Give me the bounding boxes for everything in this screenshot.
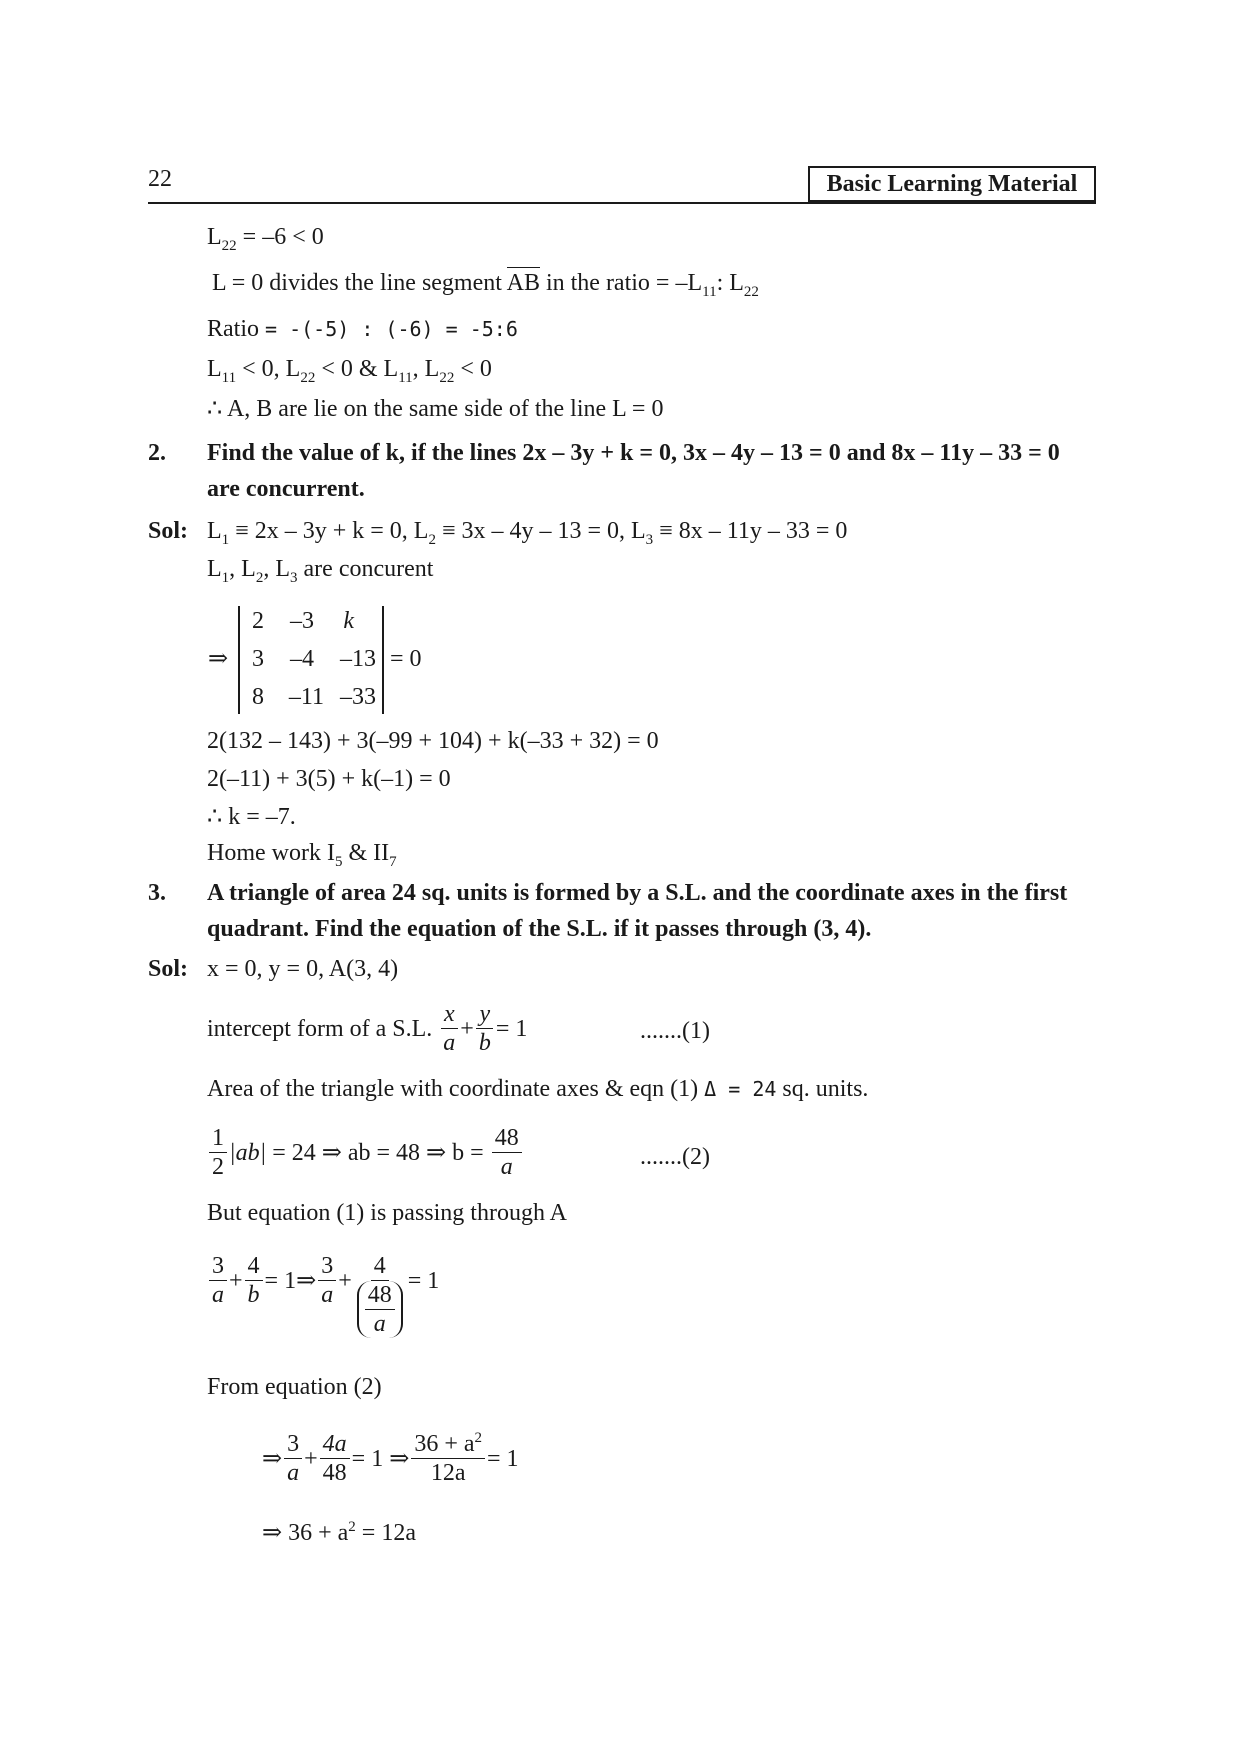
q2-text-line1: Find the value of k, if the lines 2x – 3y + k = 0, 3x – 4y – 13 = 0 and 8x – 11y – 33 = 0 bbox=[207, 440, 1060, 466]
q3-text-line1: A triangle of area 24 sq. units is formed by a S.L. and the coordinate axes in the first bbox=[207, 880, 1068, 906]
det-cell: –11 bbox=[288, 684, 324, 710]
q3-number: 3. bbox=[148, 880, 166, 906]
expansion-line2: 2(–11) + 3(5) + k(–1) = 0 bbox=[207, 766, 451, 792]
q2-concurrent-line: $L_1$, $L_2$, $L_3$ are concurent bbox=[207, 556, 434, 586]
l22-line: $L_{22} = -6 < 0$ bbox=[207, 224, 324, 254]
q2-number: 2. bbox=[148, 440, 166, 466]
fraction: $\frac{3}{a}$ bbox=[209, 1252, 227, 1309]
header-title: Basic Learning Material bbox=[808, 166, 1096, 202]
q2-line-defs: $L_1 \equiv 2x - 3y + k = 0$, $L_2 \equiv 3x - 4y - 13 = 0$, $L_3 \equiv 8x - 11y - 33 = 0$ bbox=[207, 518, 848, 548]
det-equals: = 0 bbox=[390, 646, 422, 672]
fraction: $\frac{x}{a}$ bbox=[440, 1000, 458, 1057]
fraction: $\frac{1}{2}$ bbox=[209, 1124, 227, 1181]
homework-line: Home work $I_5$ & $II_7$ bbox=[207, 840, 397, 870]
implies-symbol: ⇒ bbox=[208, 646, 229, 672]
intercept-form-line: intercept form of a S.L. $\frac{x}{a}$ + $\frac{y}{b}$ = 1 bbox=[207, 1001, 528, 1056]
step1-equation: ⇒ $\frac{3}{a}$ + $\frac{4a}{48}$ = 1 ⇒ $\frac{36 + a^2}{12a}$ = 1 bbox=[262, 1430, 519, 1486]
det-cell: –3 bbox=[290, 608, 314, 634]
q2-text-line2: are concurrent. bbox=[207, 476, 365, 502]
fraction: $\frac{4}{b}$ bbox=[245, 1252, 263, 1309]
det-cell: 2 bbox=[252, 608, 264, 634]
det-cell: –13 bbox=[340, 646, 376, 672]
fraction: $\frac{y}{b}$ bbox=[476, 1000, 494, 1057]
divides-line: L = 0 divides the line segment AB in the ratio = $-L_{11}$: $L_{22}$ bbox=[212, 268, 759, 298]
area-line: Area of the triangle with coordinate axes & eqn (1) Δ = 24 sq. units. bbox=[207, 1076, 869, 1102]
header-rule bbox=[148, 202, 1096, 204]
fraction: $\frac{3}{a}$ bbox=[318, 1252, 336, 1309]
det-cell: 8 bbox=[252, 684, 264, 710]
fraction: $\frac{48}{a}$ bbox=[492, 1124, 522, 1181]
fraction: $\frac{3}{a}$ bbox=[284, 1430, 302, 1487]
q2-result: ∴ k = –7. bbox=[207, 804, 296, 830]
passing-line: But equation (1) is passing through A bbox=[207, 1200, 567, 1226]
ratio-line: Ratio = -(-5) : (-6) = -5:6 bbox=[207, 316, 518, 342]
determinant bbox=[238, 606, 384, 714]
eq1-tag: .......(1) bbox=[640, 1018, 710, 1044]
q2-sol-label: Sol: bbox=[148, 518, 189, 544]
fraction: $\frac{36 + a^2}{12a}$ bbox=[411, 1430, 485, 1487]
det-cell: –33 bbox=[340, 684, 376, 710]
expansion-line1: 2(132 – 143) + 3(–99 + 104) + k(–33 + 32) = 0 bbox=[207, 728, 659, 754]
det-cell: –4 bbox=[290, 646, 314, 672]
det-cell: 3 bbox=[252, 646, 264, 672]
conclusion-line: ∴ A, B are lie on the same side of the line L = 0 bbox=[207, 396, 664, 422]
fraction-nested: $\frac{4}{\frac{48}{a}}$ bbox=[354, 1252, 406, 1338]
fraction: $\frac{4a}{48}$ bbox=[320, 1430, 350, 1487]
substitution-equation: $\frac{3}{a}$ + $\frac{4}{b}$ = 1⇒ $\frac{3}{a}$ + $\frac{4}{\frac{48}{a}}$ = 1 bbox=[207, 1252, 439, 1338]
q3-text-line2: quadrant. Find the equation of the S.L. if it passes through (3, 4). bbox=[207, 916, 872, 942]
step2-equation: ⇒ $36 + a^2 = 12a$ bbox=[262, 1519, 416, 1546]
det-cell: k bbox=[343, 608, 354, 634]
area-equation: $\frac{1}{2}$ |ab| = 24 ⇒ ab = 48 ⇒ b = $\frac{48}{a}$ bbox=[207, 1124, 524, 1181]
page-number: 22 bbox=[148, 166, 172, 192]
q3-given: x = 0, y = 0, A(3, 4) bbox=[207, 956, 399, 982]
q3-sol-label: Sol: bbox=[148, 956, 189, 982]
eq2-tag: .......(2) bbox=[640, 1144, 710, 1170]
segment-ab: AB bbox=[507, 267, 540, 296]
from-eq2-line: From equation (2) bbox=[207, 1374, 382, 1400]
sign-line: $L_{11} < 0$, $L_{22} < 0$ & $L_{11}$, $L_{22} < 0$ bbox=[207, 356, 492, 386]
